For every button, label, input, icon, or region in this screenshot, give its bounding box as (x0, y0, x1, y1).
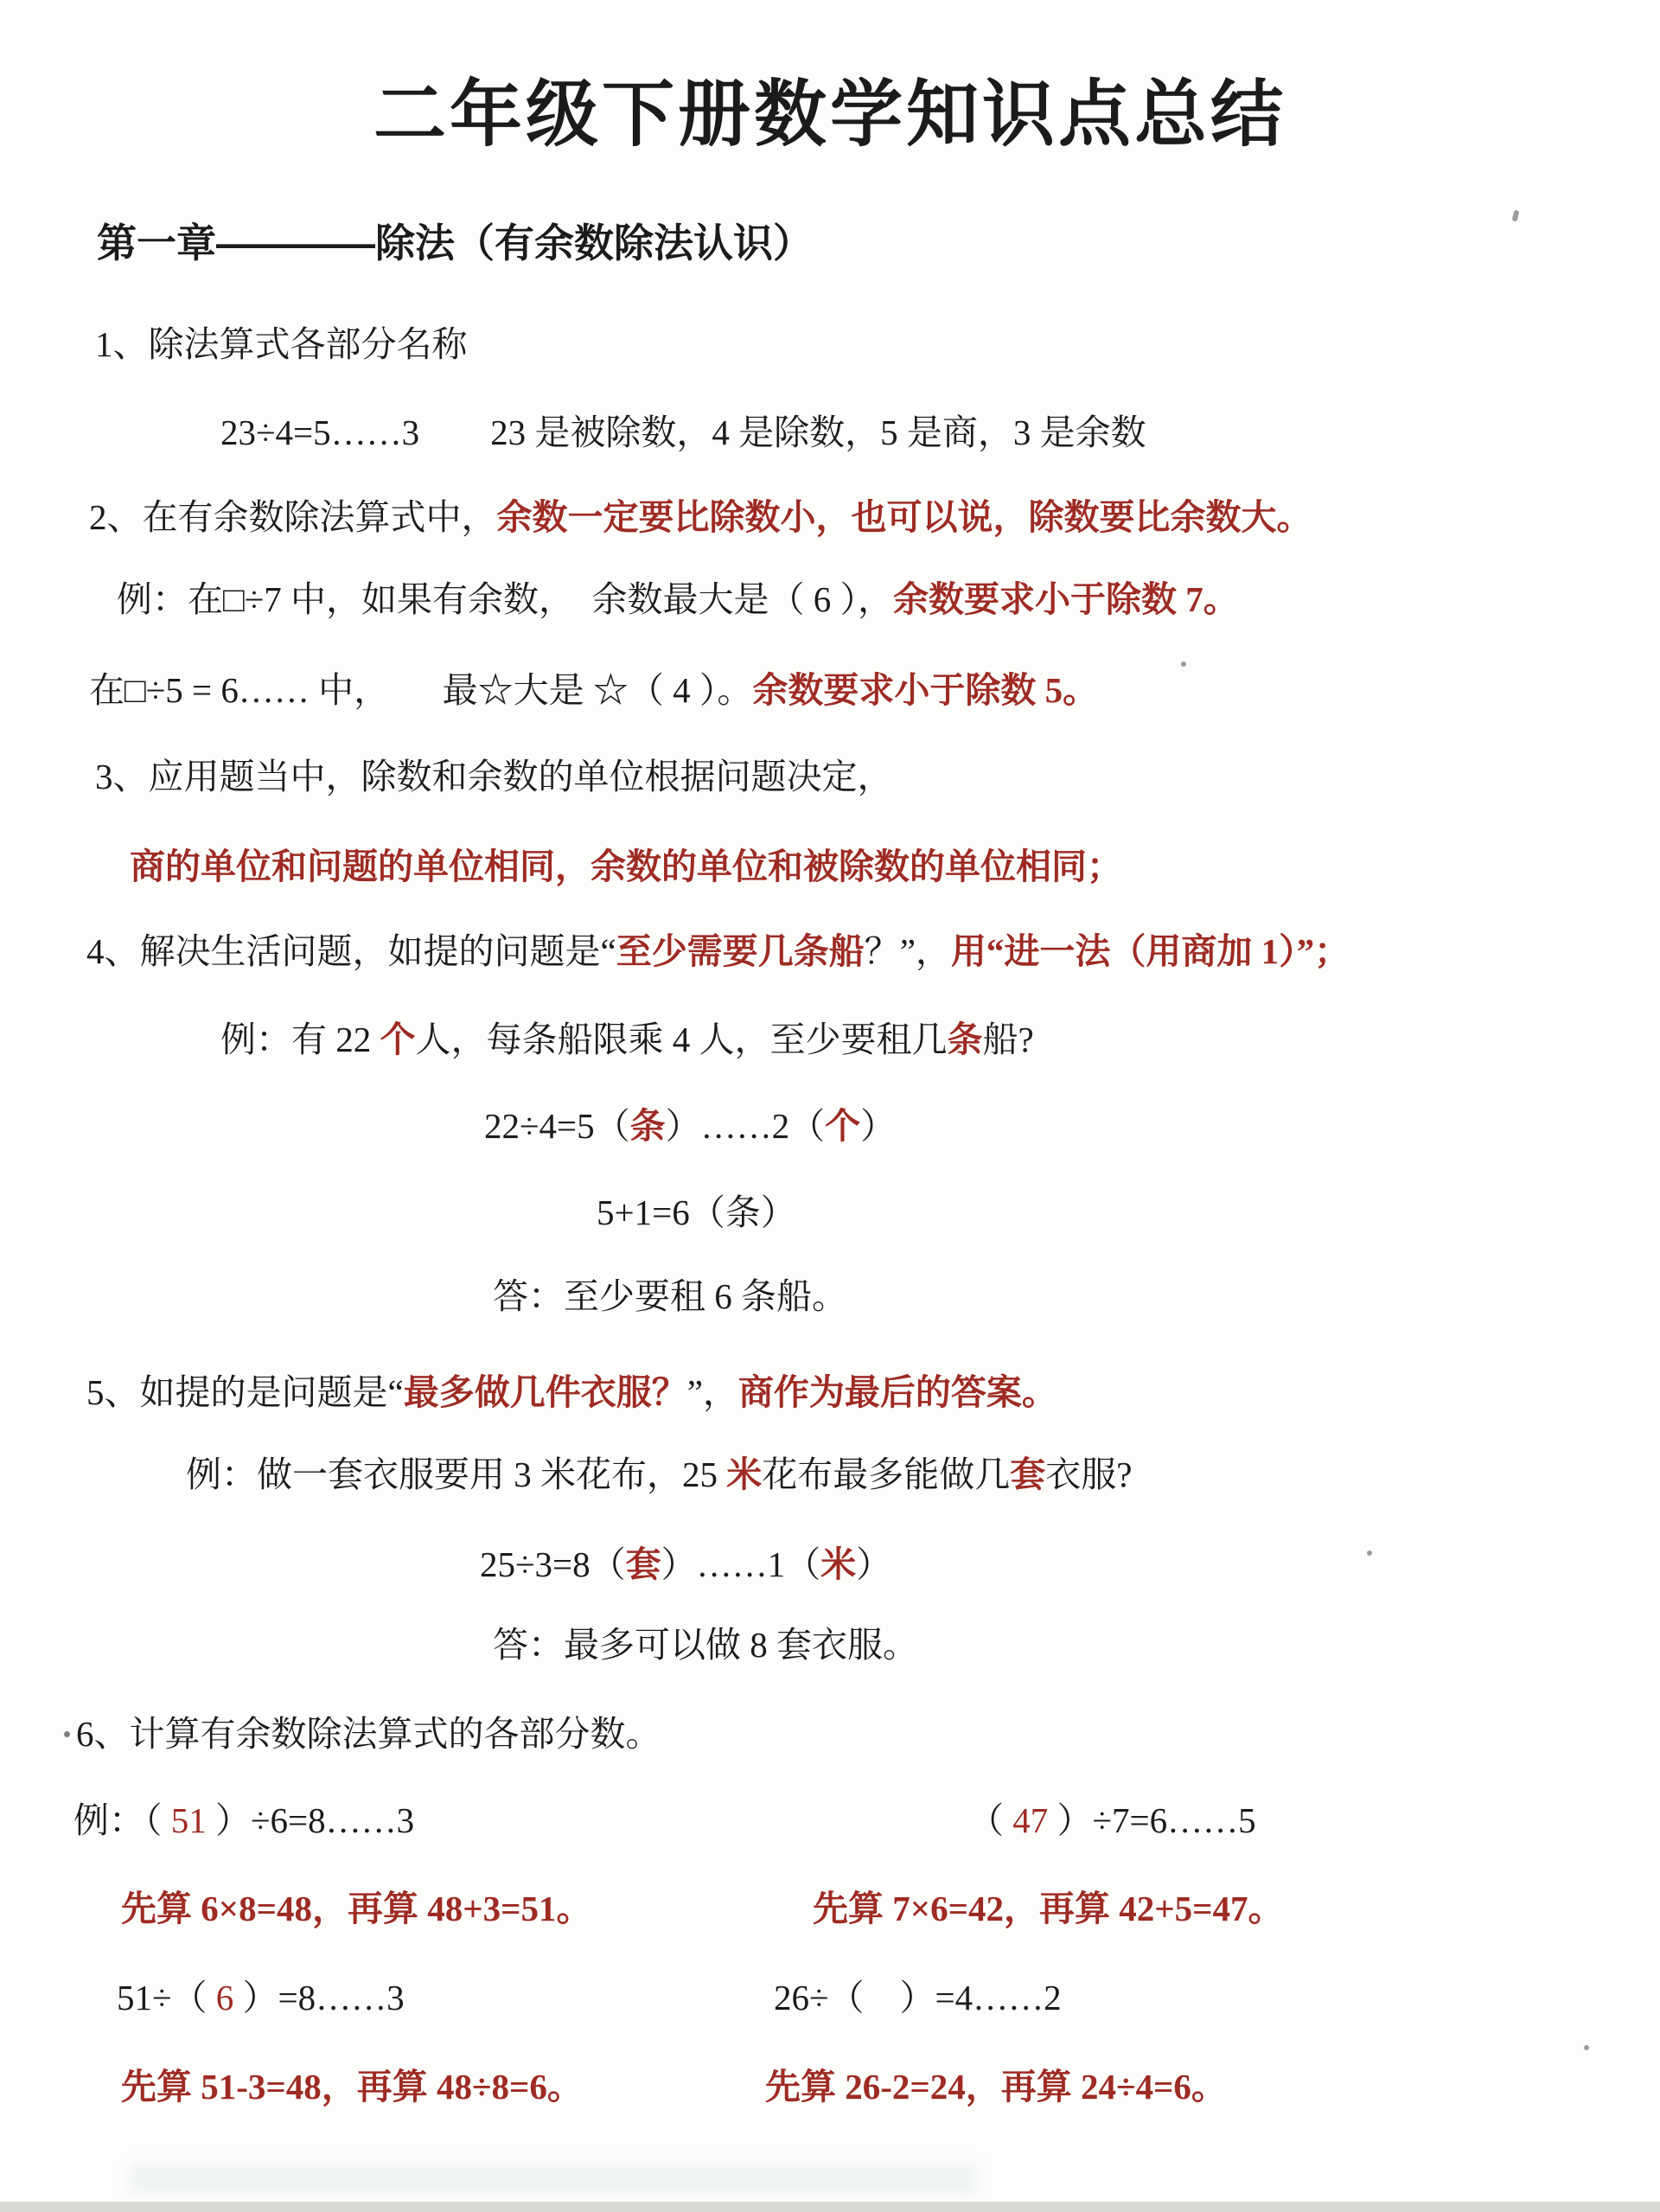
text-segment: 答：至少要租 6 条船。 (493, 1276, 847, 1316)
page-title: 二年级下册数学知识点总结 (373, 75, 1286, 156)
solution-steps-47 (813, 1886, 1283, 1932)
equation-clothes-division (480, 1542, 891, 1588)
equation-blank-dividend-47 (968, 1798, 1256, 1844)
solution-steps-51-divisor (121, 2064, 583, 2110)
text-segment: 用“进一法（用商加 1）”； (950, 931, 1350, 971)
text-segment: 2、在有余数除法算式中， (89, 497, 497, 537)
text-segment: 人，每条船限乘 4 人，至少要租几 (415, 1020, 948, 1059)
point-6 (76, 1711, 661, 1757)
scan-speck (1367, 1550, 1372, 1556)
answer-clothes (493, 1622, 918, 1668)
point-1 (95, 322, 468, 368)
text-segment: 51 (170, 1800, 207, 1840)
text-segment: ）……1（ (661, 1544, 821, 1584)
text-segment: 最多做几件衣服？ (403, 1372, 687, 1412)
text-segment: ？”， (864, 931, 951, 971)
solution-steps-26-divisor (765, 2064, 1227, 2110)
text-segment: （ (968, 1800, 1013, 1840)
text-segment: 套 (625, 1544, 661, 1584)
example-boats-question (220, 1017, 1034, 1063)
text-segment: 3、应用题当中，除数和余数的单位根据问题决定， (95, 757, 893, 796)
text-segment: 个 (825, 1106, 861, 1146)
solution-steps-51 (121, 1886, 591, 1932)
text-segment: 米 (820, 1544, 857, 1584)
text-segment: 4、解决生活问题，如提的问题是“ (86, 931, 616, 971)
text-segment: 商作为最后的答案。 (737, 1372, 1057, 1412)
text-segment: 5、如提的是问题是“ (86, 1372, 404, 1412)
scan-speck (1584, 2045, 1589, 2050)
equation-blank-divisor-26 (774, 1975, 1062, 2021)
text-segment: 6、计算有余数除法算式的各部分数。 (76, 1714, 661, 1754)
text-segment: ） (860, 1106, 897, 1146)
text-segment: ）÷7=6……5 (1048, 1800, 1256, 1840)
page-bottom-edge (0, 2202, 1660, 2212)
text-segment: 先算 6×8=48，再算 48+3=51。 (121, 1889, 592, 1928)
text-segment: 例：（ (73, 1800, 171, 1840)
text-segment: 5+1=6（条） (597, 1192, 796, 1232)
text-segment: 25÷3=8（ (480, 1544, 626, 1584)
text-segment: ）=8……3 (233, 1978, 405, 2017)
text-segment: 套 (1010, 1454, 1046, 1494)
text-segment: 花布最多能做几 (762, 1454, 1011, 1494)
text-segment: ”， (686, 1372, 738, 1412)
text-segment: 47 (1012, 1800, 1049, 1840)
example-clothes-question (186, 1452, 1132, 1498)
text-segment: ）÷6=8……3 (206, 1800, 415, 1840)
text-segment: 在□÷5 = 6…… 中， 最☆大是 ☆（ 4 ）。 (89, 670, 753, 710)
text-segment: 条 (629, 1106, 666, 1146)
text-segment: 26÷（ ）=4……2 (774, 1978, 1062, 2017)
point-5 (86, 1370, 1057, 1416)
text-segment: 至少需要几条船 (616, 931, 865, 971)
text-segment: 个 (380, 1020, 416, 1059)
text-segment: 6 (215, 1978, 234, 2017)
scan-smudge (130, 2164, 977, 2195)
equation-boats-plus-one (597, 1190, 796, 1236)
text-segment: 例：在□÷7 中，如果有余数， 余数最大是（ 6 ）， (117, 579, 894, 619)
example-divisor-5 (89, 668, 1098, 713)
text-segment: 答：最多可以做 8 套衣服。 (493, 1625, 918, 1665)
text-segment: ） (856, 1544, 892, 1584)
text-segment: 先算 26-2=24，再算 24÷4=6。 (765, 2067, 1227, 2107)
point-2 (89, 495, 1312, 540)
text-segment: 先算 51-3=48，再算 48÷8=6。 (121, 2067, 583, 2107)
text-segment: 余数要求小于除数 5。 (752, 670, 1099, 710)
text-segment: 例：做一套衣服要用 3 米花布，25 (186, 1454, 727, 1494)
text-segment: 23÷4=5……3 23 是被除数，4 是除数，5 是商，3 是余数 (220, 412, 1146, 452)
point-3-rule (130, 844, 1122, 890)
text-segment: 商的单位和问题的单位相同，余数的单位和被除数的单位相同； (130, 847, 1122, 886)
text-segment: 余数要求小于除数 7。 (893, 579, 1239, 619)
text-segment: 51÷（ (117, 1978, 216, 2017)
text-segment: 1、除法算式各部分名称 (95, 324, 468, 364)
text-segment: 米 (726, 1454, 763, 1494)
chapter-heading: 第一章————除法（有余数除法认识） (97, 221, 813, 265)
equation-boats-division (484, 1103, 896, 1149)
equation-blank-divisor-51 (117, 1975, 405, 2021)
text-segment: 船? (982, 1020, 1034, 1059)
example-division-parts (220, 410, 1146, 456)
point-3 (95, 754, 893, 800)
scan-speck (64, 1731, 70, 1737)
example-divisor-7 (117, 577, 1239, 623)
point-4 (86, 929, 1350, 975)
scan-speck (1181, 662, 1186, 667)
text-segment: 先算 7×6=42，再算 42+5=47。 (813, 1889, 1284, 1928)
text-segment: 例：有 22 (220, 1020, 380, 1059)
text-segment: ）……2（ (665, 1106, 826, 1146)
answer-boats (493, 1274, 847, 1320)
text-segment: 余数一定要比除数小，也可以说，除数要比余数大。 (496, 497, 1312, 537)
text-segment: 衣服? (1045, 1454, 1133, 1494)
equation-blank-dividend-51 (73, 1798, 414, 1844)
text-segment: 22÷4=5（ (484, 1106, 630, 1146)
text-segment: 条 (947, 1020, 983, 1059)
scan-speck (1512, 209, 1520, 221)
